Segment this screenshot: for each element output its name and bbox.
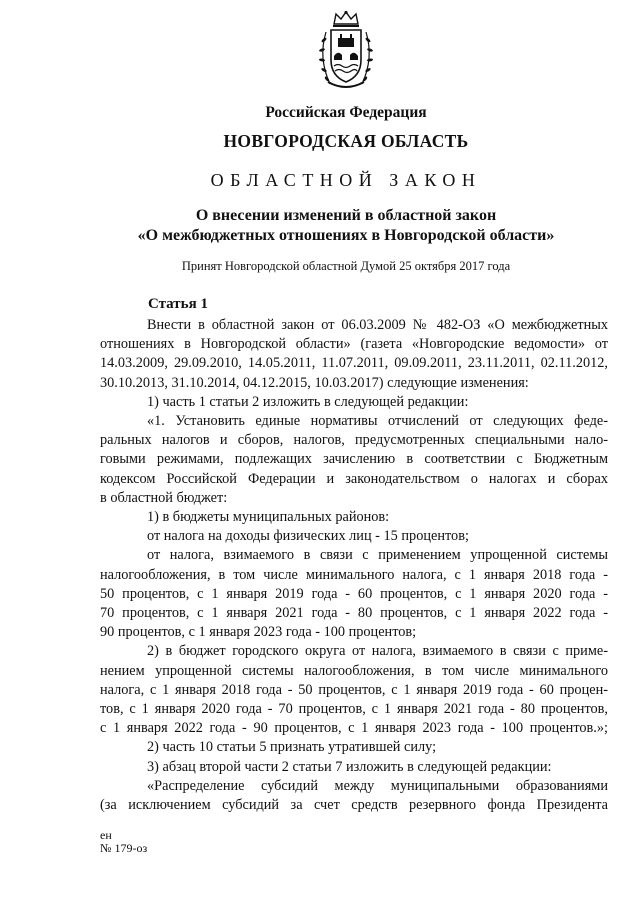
- article-body: [100, 316, 608, 815]
- text-line: нением упрощенной системы налогообложения, в том числе минимального: [100, 662, 608, 679]
- text-line: с 1 января 2022 года - 90 процентов, с 1 января 2023 года - 100 процентов.»;: [100, 720, 608, 737]
- text-line: 1) часть 1 статьи 2 изложить в следующей редакции:: [147, 393, 469, 410]
- law-title-line-2: «О межбюджетных отношениях в Новгородской области»: [137, 227, 555, 244]
- document-footer: [100, 829, 147, 855]
- text-line: налогообложения, в том числе минимального налога, с 1 января 2018 года -: [100, 566, 608, 583]
- coat-of-arms-emblem: [316, 10, 376, 92]
- country-name: Российская Федерация: [265, 104, 427, 121]
- text-line: «Распределение субсидий между муниципальными образованиями: [147, 777, 608, 794]
- text-line: 1) в бюджеты муниципальных районов:: [147, 509, 390, 526]
- text-line: 70 процентов, с 1 января 2021 года - 80 процентов, с 1 января 2022 года -: [100, 605, 608, 622]
- executor-initials: ен: [100, 828, 112, 842]
- text-line: 50 процентов, с 1 января 2019 года - 60 процентов, с 1 января 2020 года -: [100, 585, 608, 602]
- document-type: ОБЛАСТНОЙ ЗАКОН: [210, 170, 482, 190]
- adoption-note: Принят Новгородской областной Думой 25 октября 2017 года: [181, 259, 511, 273]
- text-line: 3) абзац второй части 2 статьи 7 изложить в следующей редакции:: [147, 758, 552, 775]
- text-line: Внести в областной закон от 06.03.2009 № 482-ОЗ «О межбюджетных: [147, 317, 608, 333]
- text-line: налога, с 1 января 2018 года - 50 процентов, с 1 января 2019 года - 60 процен-: [100, 681, 608, 698]
- text-line: 2) часть 10 статьи 5 признать утратившей силу;: [147, 739, 437, 756]
- text-line: говыми режимами, подлежащих зачислению в соответствии с Бюджетным: [100, 451, 608, 468]
- text-line: 90 процентов, с 1 января 2023 года - 100 процентов;: [100, 624, 417, 641]
- text-line: 30.10.2013, 31.10.2014, 04.12.2015, 10.03.2017) следующие изменения:: [100, 374, 529, 391]
- text-line: в областной бюджет:: [100, 489, 228, 506]
- text-line: от налога, взимаемого в связи с применением упрощенной системы: [147, 547, 608, 564]
- article-heading: Статья 1: [148, 296, 208, 312]
- text-line: 2) в бюджет городского округа от налога, взимаемого в связи с приме-: [147, 643, 608, 660]
- text-line: 14.03.2009, 29.09.2010, 14.05.2011, 11.07.2011, 09.09.2011, 23.11.2011, 02.11.2012,: [100, 355, 608, 372]
- text-line: «1. Установить единые нормативы отчислений от следующих феде-: [147, 413, 608, 430]
- text-line: (за исключением субсидий за счет средств резервного фонда Президента: [100, 797, 608, 814]
- text-line: от налога на доходы физических лиц - 15 процентов;: [147, 528, 469, 545]
- law-title-line-1: О внесении изменений в областной закон: [195, 207, 497, 224]
- text-line: ральных налогов и сборов, налогов, предусмотренных специальными нало-: [100, 432, 608, 449]
- document-number: № 179-оз: [100, 841, 148, 855]
- text-line: отношениях в Новгородской области» (газета «Новгородские ведомости» от: [100, 336, 608, 353]
- text-line: тов, с 1 января 2020 года - 70 процентов, с 1 января 2021 года - 80 процентов,: [100, 701, 608, 718]
- text-line: кодексом Российской Федерации и законодательством о налогах и сборах: [100, 470, 608, 487]
- region-name: НОВГОРОДСКАЯ ОБЛАСТЬ: [223, 131, 469, 151]
